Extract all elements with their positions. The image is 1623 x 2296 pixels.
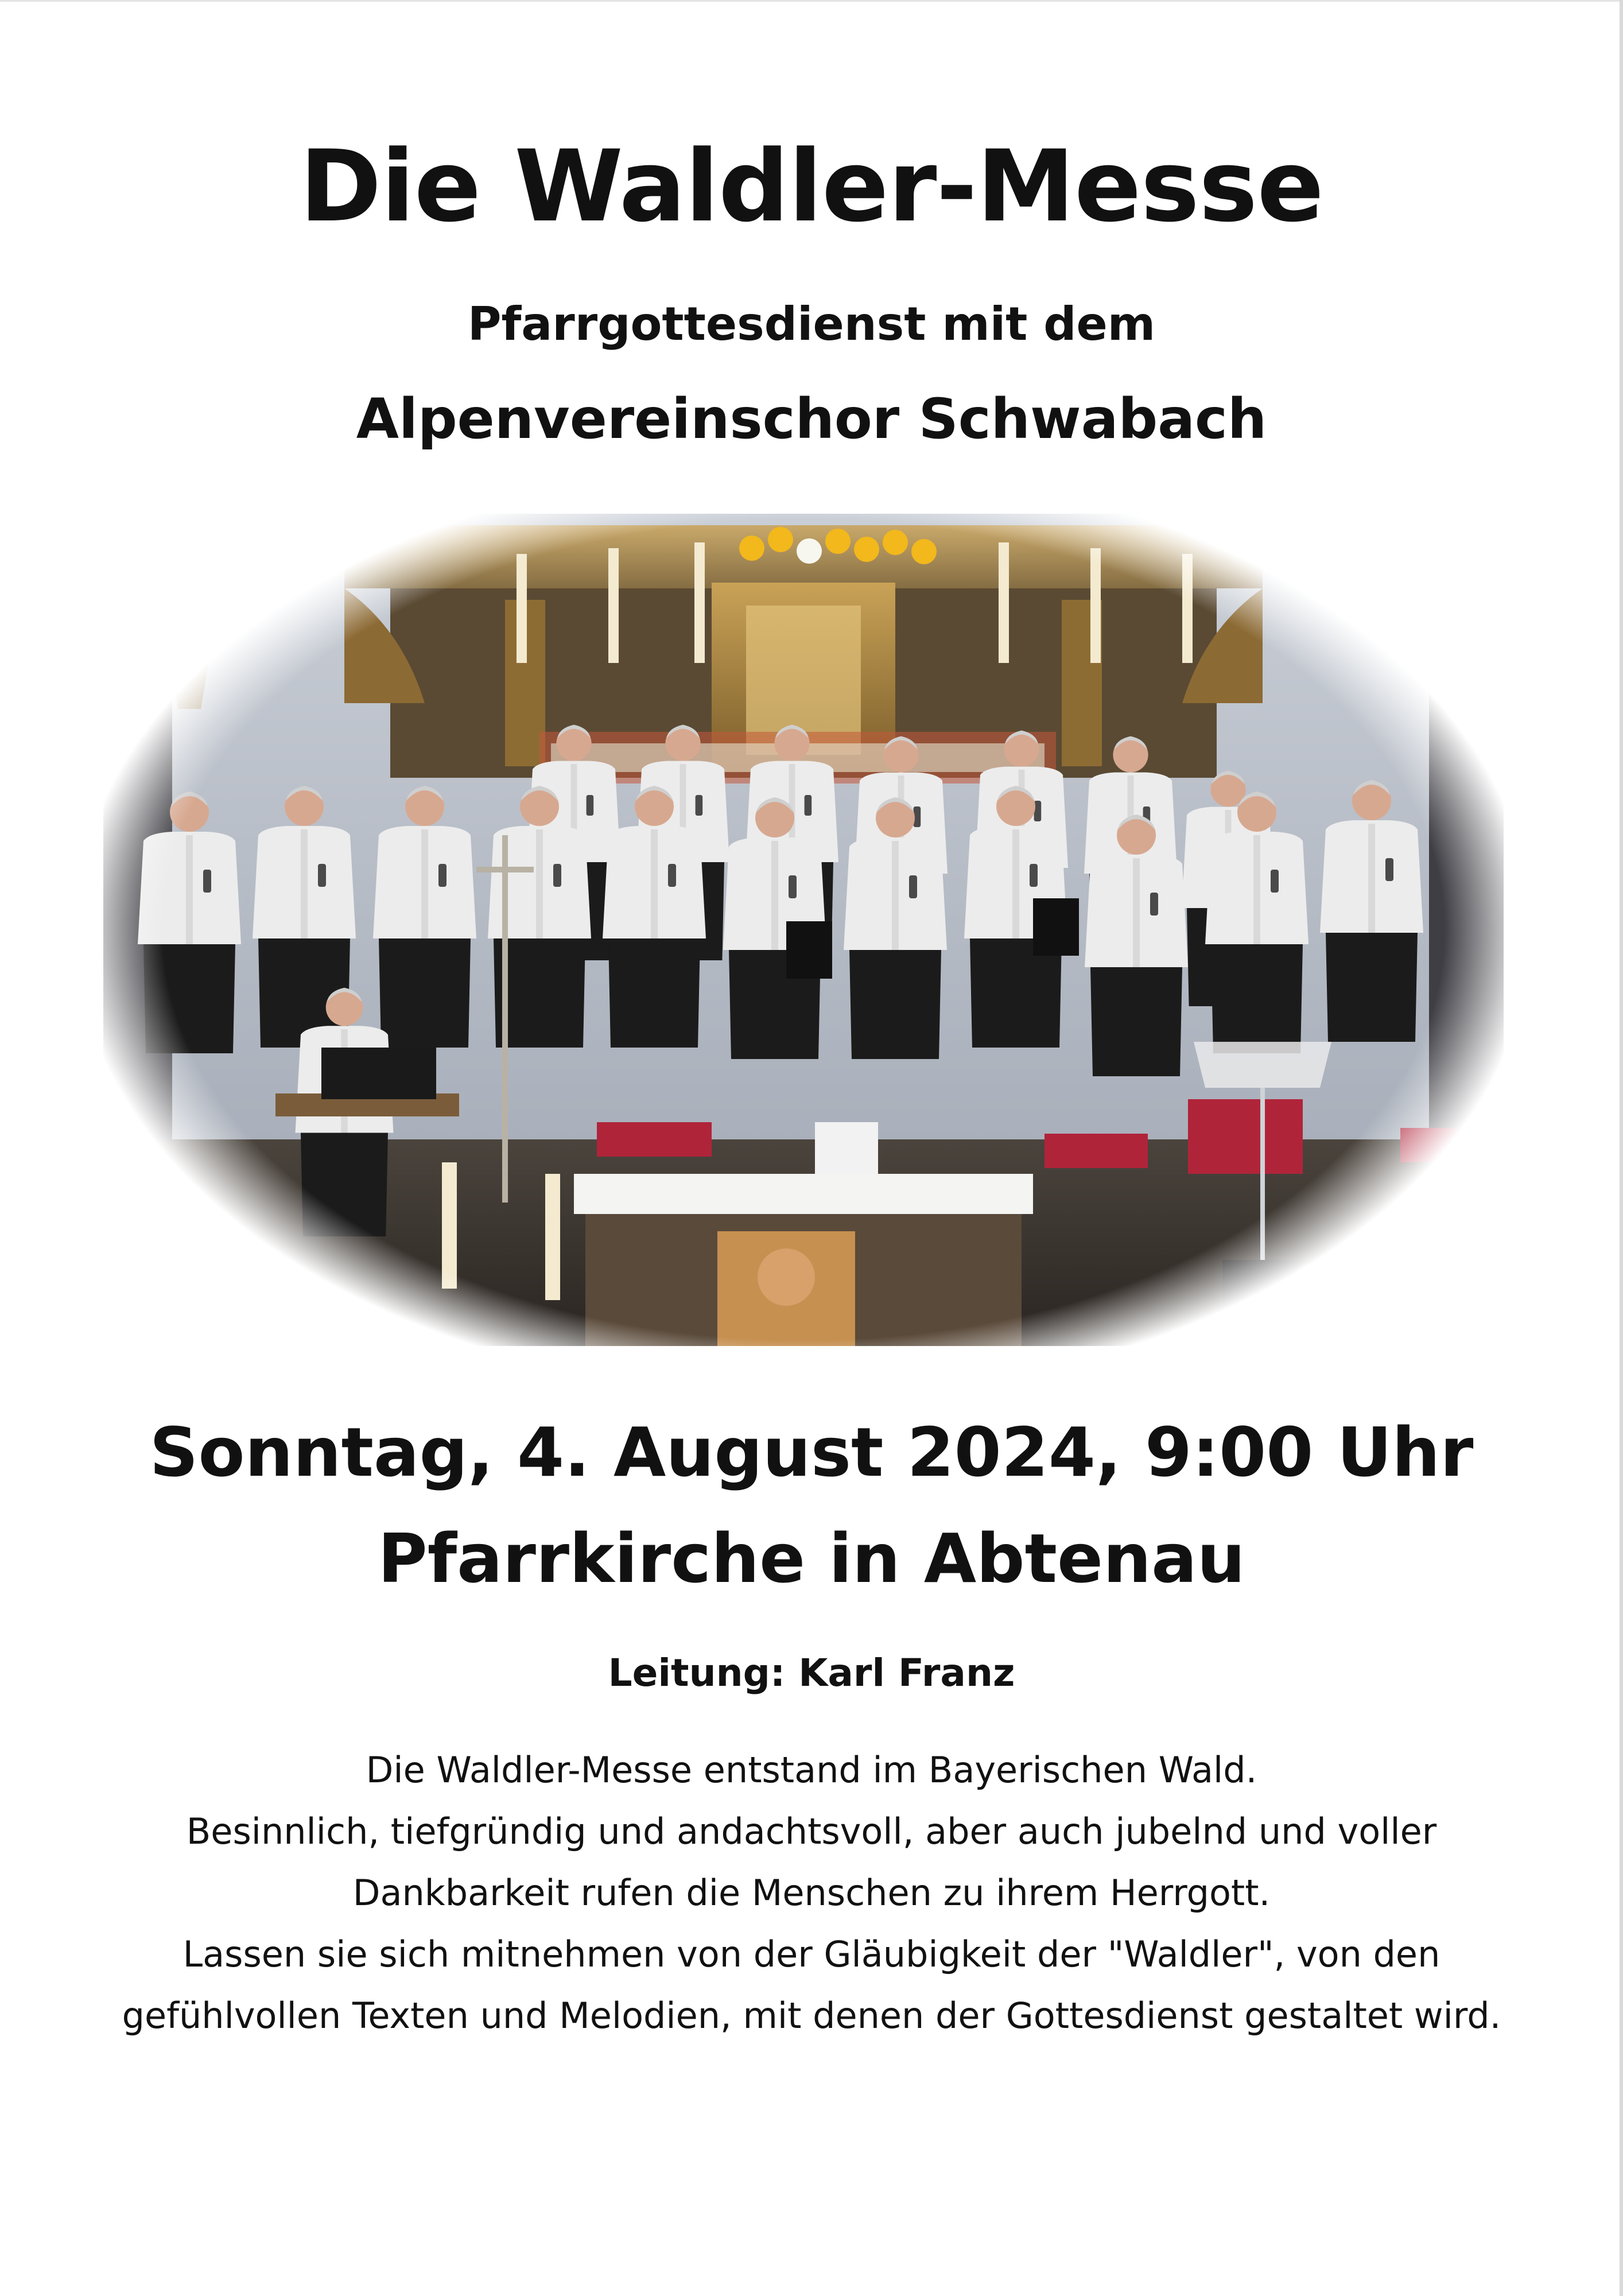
description-line: Lassen sie sich mitnehmen von der Gläubigkeit der "Waldler", von den (183, 1933, 1440, 1975)
event-datetime: Sonntag, 4. August 2024, 9:00 Uhr (149, 1413, 1474, 1492)
description-line: gefühlvollen Texten und Melodien, mit denen der Gottesdienst gestaltet wird. (122, 1995, 1501, 2037)
conductor-line: Leitung: Karl Franz (608, 1651, 1015, 1695)
choir-photo (103, 514, 1504, 1346)
poster-subtitle-line1: Pfarrgottesdienst mit dem (467, 297, 1156, 351)
description-line: Dankbarkeit rufen die Menschen zu ihrem Herrgott. (352, 1872, 1271, 1914)
poster-subtitle-line2: Alpenvereinschor Schwabach (356, 387, 1267, 451)
description-line: Die Waldler-Messe entstand im Bayerischen Wald. (366, 1749, 1257, 1791)
choir-photo-illustration (103, 514, 1504, 1346)
scan-top-edge (0, 0, 1623, 2)
event-location: Pfarrkirche in Abtenau (378, 1519, 1245, 1598)
description-line: Besinnlich, tiefgründig und andachtsvoll, aber auch jubelnd und voller (186, 1810, 1437, 1852)
poster-title: Die Waldler-Messe (299, 129, 1324, 244)
description (0, 1739, 1623, 2046)
